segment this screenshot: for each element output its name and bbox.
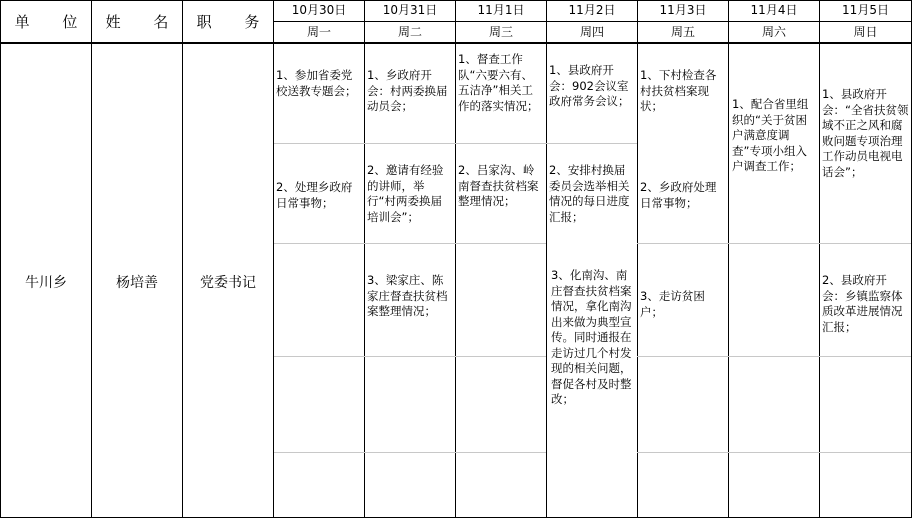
header-position: 职 务 — [196, 12, 274, 31]
row-separator — [274, 452, 546, 453]
grid-line — [364, 0, 365, 518]
unit-value: 牛川乡 — [25, 275, 67, 291]
task-wed-2: 2、吕家沟、岭南督查扶贫档案整理情况； — [458, 163, 539, 208]
grid-line — [182, 0, 183, 518]
weekday-mon: 周一 — [306, 25, 331, 39]
task-tue-2: 2、邀请有经验的讲师，举行“村两委换届培训会”； — [367, 163, 444, 224]
grid-line — [0, 0, 1, 518]
row-separator — [728, 243, 911, 244]
grid-line — [819, 0, 820, 518]
row-separator — [637, 452, 729, 453]
task-tue-3: 3、梁家庄、陈家庄督查扶贫档案整理情况； — [367, 273, 448, 318]
grid-line — [546, 0, 547, 518]
header-name: 姓 名 — [105, 12, 183, 31]
weekday-tue: 周二 — [397, 25, 422, 39]
date-sat: 11月4日 — [750, 3, 798, 17]
task-sun-1: 1、县政府开会：“全省扶贫领域不正之风和腐败问题专项治理工作动员电视电话会”； — [822, 87, 909, 179]
task-mon-2: 2、处理乡政府日常事物； — [276, 180, 353, 210]
row-separator — [728, 452, 911, 453]
weekday-thu: 周四 — [579, 25, 604, 39]
grid-line — [637, 0, 638, 518]
weekday-sat: 周六 — [761, 25, 786, 39]
row-separator — [637, 243, 729, 244]
task-tue-1: 1、乡政府开会：村两委换届动员会； — [367, 68, 448, 113]
date-tue: 10月31日 — [382, 3, 438, 17]
date-sun: 11月5日 — [842, 3, 889, 17]
date-mon: 10月30日 — [291, 3, 347, 17]
date-wed: 11月1日 — [477, 3, 525, 17]
header-unit: 单 位 — [14, 12, 92, 31]
row-separator — [637, 356, 729, 357]
task-sat-1: 1、配合省里组织的“关于贫困户满意度调查”专项小组入户调查工作； — [732, 97, 809, 173]
task-fri-1: 1、下村检查各村扶贫档案现状； — [640, 68, 717, 113]
grid-line — [273, 0, 274, 518]
task-thu-3: 3、化南沟、南庄督查扶贫档案情况，拿化南沟出来做为典型宣传。同时通报在走访过几个村发现的相关问题，督促各村及时整改； — [551, 268, 632, 406]
name-value: 杨培善 — [116, 275, 158, 291]
grid-line — [728, 0, 729, 518]
weekday-sun: 周日 — [853, 25, 878, 39]
task-fri-2: 2、乡政府处理日常事物； — [640, 180, 717, 210]
row-separator — [274, 143, 637, 144]
weekday-fri: 周五 — [670, 25, 695, 39]
date-fri: 11月3日 — [659, 3, 707, 17]
position-value: 党委书记 — [200, 275, 256, 291]
task-mon-1: 1、参加省委党校送教专题会； — [276, 68, 357, 98]
date-thu: 11月2日 — [568, 3, 616, 17]
task-fri-3: 3、走访贫困户； — [640, 289, 705, 319]
task-thu-1: 1、县政府开会：902会议室政府常务会议； — [549, 63, 630, 108]
row-separator — [274, 243, 546, 244]
row-separator — [274, 356, 546, 357]
grid-line — [91, 0, 92, 518]
weekday-wed: 周三 — [488, 25, 513, 39]
task-wed-1: 1、督查工作队“六要六有、五洁净”相关工作的落实情况； — [458, 52, 539, 113]
task-sun-2: 2、县政府开会：乡镇监察体质改革进展情况汇报； — [822, 273, 903, 334]
grid-line — [455, 0, 456, 518]
task-thu-2: 2、安排村换届委员会选举相关情况的每日进度汇报； — [549, 163, 630, 224]
row-separator — [728, 356, 911, 357]
